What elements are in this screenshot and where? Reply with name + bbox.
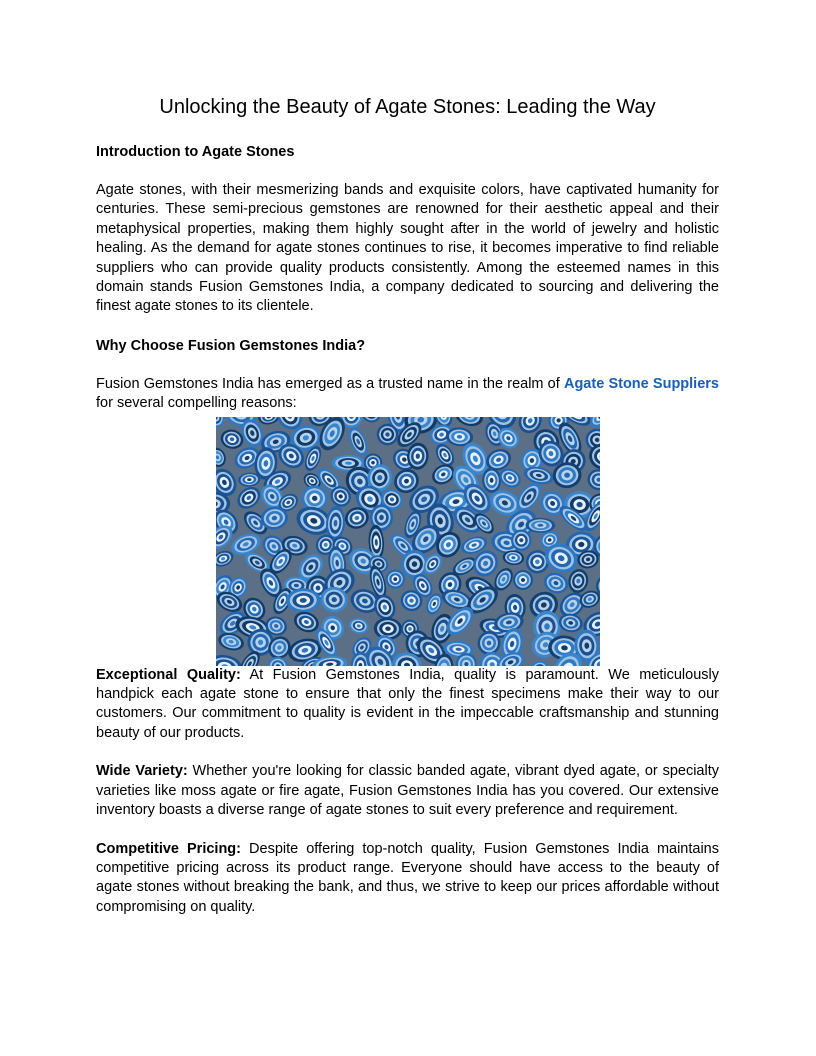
why-text-before: Fusion Gemstones India has emerged as a trusted name in the realm of: [96, 375, 564, 392]
reason-quality: [96, 666, 719, 744]
reason-pricing-text: Despite offering top-notch quality, Fusion Gemstones India maintains competitive pricing across its product range. Everyone should have access to the beauty of agate stones without breaking the bank, and thus, we strive to keep our prices affordable without compromising on quality.: [96, 840, 719, 915]
why-heading: Why Choose Fusion Gemstones India?: [96, 337, 366, 354]
why-paragraph: [96, 375, 719, 414]
intro-heading: Introduction to Agate Stones: [96, 144, 295, 160]
reason-pricing-label: Competitive Pricing:: [96, 840, 241, 857]
intro-paragraph: Agate stones, with their mesmerizing bands and exquisite colors, have captivated humanity for centuries. These semi-precious gemstones are renowned for their aesthetic appeal and their metaphysical properties, making them highly sought after in the world of jewelry and holistic healing. As the demand for agate stones continues to rise, it becomes imperative to find reliable suppliers who can provide quality products consistently. Among the esteemed names in this domain stands Fusion Gemstones India, a company dedicated to sourcing and delivering the finest agate stones to its clientele.: [96, 182, 719, 315]
blue-agate-slabs-picture: [216, 417, 600, 666]
why-text-after: for several compelling reasons:: [96, 395, 297, 412]
reason-variety-label: Wide Variety:: [96, 763, 188, 780]
reason-pricing: [96, 840, 719, 918]
agate-stone-suppliers-link[interactable]: Agate Stone Suppliers: [563, 375, 719, 392]
reason-variety-text: Whether you're looking for classic banded agate, vibrant dyed agate, or specialty varieties like moss agate or fire agate, Fusion Gemstones India has you covered. Our extensive inventory boasts a diverse range of agate stones to suit every preference and requirement.: [96, 763, 719, 819]
document-page: [96, 92, 719, 917]
blue-agate-image: [216, 417, 600, 666]
reason-quality-label: Exceptional Quality:: [96, 666, 241, 683]
page-title: Unlocking the Beauty of Agate Stones: Leading the Way: [159, 96, 656, 118]
reason-variety: [96, 762, 719, 820]
reason-quality-text: At Fusion Gemstones India, quality is paramount. We meticulously handpick each agate stone to ensure that only the finest specimens make their way to our customers. Our commitment to quality is evident in the impeccable craftsmanship and stunning beauty of our products.: [96, 666, 719, 741]
